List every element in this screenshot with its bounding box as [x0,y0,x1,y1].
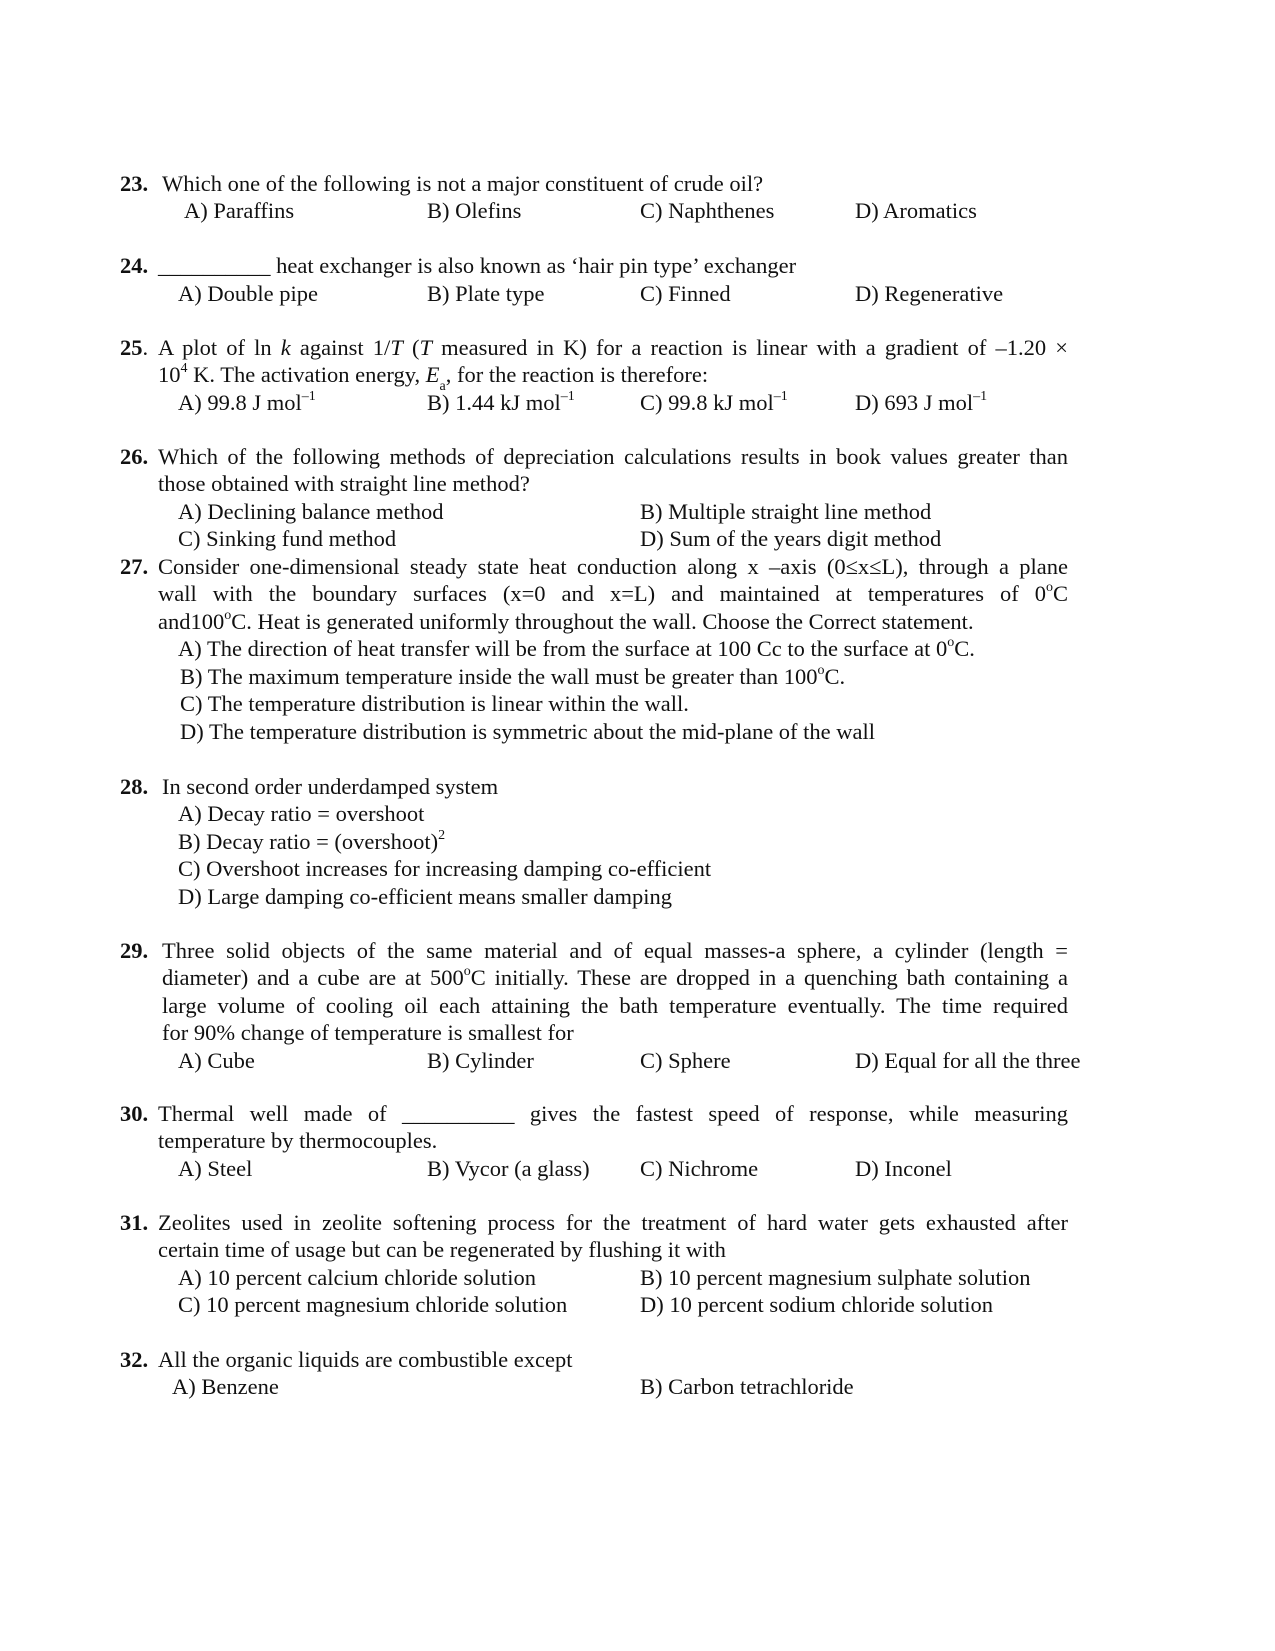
option-c: C) Sinking fund method [178,526,397,551]
question-text-line-3: and100$^o$C. Heat is generated uniformly throughout the wall. Choose the Correct statement. [158,607,974,634]
option-c: C) Naphthenes [640,198,775,223]
option-b: B) 1.44 kJ mol$^{-1}$ [427,388,575,415]
question-text-line-2: $10^4$ K. The activation energy, $E_a$, for the reaction is therefore: [158,360,709,394]
option-b: B) 10 percent magnesium sulphate solution [640,1265,1031,1290]
option-a: A) Benzene [172,1374,279,1399]
option-b: B) Multiple straight line method [640,499,932,524]
question-number: 30. [120,1101,149,1126]
option-d: D) Regenerative [855,281,1004,306]
question-number: 31. [120,1210,149,1235]
question-text-line-1: Consider one-dimensional steady state heat conduction along x –axis (0≤x≤L), through a plane [158,554,1068,579]
option-b: B) Carbon tetrachloride [640,1374,854,1399]
option-a: A) Cube [178,1048,255,1073]
option-a: A) 99.8 J mol$^{-1}$ [178,388,316,415]
option-d: D) Aromatics [855,198,977,223]
question-text: Which one of the following is not a major constituent of crude oil? [162,171,764,196]
question-text: All the organic liquids are combustible except [158,1347,573,1372]
question-number: 29. [120,938,149,963]
question-number: 23. [120,171,149,196]
option-c: C) 99.8 kJ mol$^{-1}$ [640,388,788,415]
question-number: 26. [120,444,149,469]
option-c: C) Overshoot increases for increasing damping co-efficient [178,856,712,881]
option-a: A) The direction of heat transfer will be from the surface at 100 Cc to the surface at 0$^o$C. [178,634,975,661]
question-text-line-1: Zeolites used in zeolite softening process for the treatment of hard water gets exhausted after [158,1210,1068,1235]
question-text: __________ heat exchanger is also known as ‘hair pin type’ exchanger [158,253,797,278]
question-text-line-2: wall with the boundary surfaces (x=0 and x=L) and maintained at temperatures of 0$^o$C [158,579,1068,606]
option-a: A) Decay ratio = overshoot [178,801,425,826]
question-text-line-1: A plot of ln k against 1/T (T measured in K) for a reaction is linear with a gradient of –1.20 × [158,335,1068,360]
question-number: 28. [120,774,149,799]
question-text-line-1: Which of the following methods of depreciation calculations results in book values greater than [158,444,1068,469]
option-b: B) Decay ratio = (overshoot)$^2$ [178,827,446,854]
option-c: C) Nichrome [640,1156,759,1181]
option-b: B) Vycor (a glass) [427,1156,590,1181]
option-d: D) Sum of the years digit method [640,526,942,551]
option-d: D) 693 J mol$^{-1}$ [855,388,988,415]
question-number: 27. [120,554,149,579]
question-text-line-2: those obtained with straight line method? [158,471,530,496]
question-number: 25. [120,335,149,360]
option-a: A) Declining balance method [178,499,444,524]
option-b: B) Plate type [427,281,545,306]
option-b: B) Olefins [427,198,522,223]
option-d: D) Inconel [855,1156,952,1181]
option-d: D) Equal for all the three [855,1048,1081,1073]
option-c: C) Finned [640,281,731,306]
option-c: C) The temperature distribution is linear within the wall. [180,691,689,716]
question-text-line-2: temperature by thermocouples. [158,1128,438,1153]
question-text-line-2: certain time of usage but can be regenerated by flushing it with [158,1237,726,1262]
question-number: 32. [120,1347,149,1372]
option-c: C) 10 percent magnesium chloride solution [178,1292,568,1317]
question-number: 24. [120,253,149,278]
option-b: B) The maximum temperature inside the wall must be greater than 100$^o$C. [180,662,846,689]
option-c: C) Sphere [640,1048,731,1073]
option-a: A) Double pipe [178,281,318,306]
question-text-line-3: large volume of cooling oil each attaining the bath temperature eventually. The time required [162,993,1068,1018]
option-a: A) 10 percent calcium chloride solution [178,1265,537,1290]
option-b: B) Cylinder [427,1048,534,1073]
question-text: In second order underdamped system [162,774,499,799]
option-d: D) 10 percent sodium chloride solution [640,1292,994,1317]
option-d: D) Large damping co-efficient means smaller damping [178,884,673,909]
option-a: A) Paraffins [184,198,295,223]
option-a: A) Steel [178,1156,253,1181]
option-d: D) The temperature distribution is symmetric about the mid-plane of the wall [180,719,876,744]
question-text-line-1: Thermal well made of __________ gives the fastest speed of response, while measuring [158,1101,1068,1126]
question-text-line-4: for 90% change of temperature is smallest for [162,1020,574,1045]
question-text-line-2: diameter) and a cube are at 500$^o$C initially. These are dropped in a quenching bath containing a [162,963,1068,990]
question-text-line-1: Three solid objects of the same material and of equal masses-a sphere, a cylinder (length = [162,938,1068,963]
